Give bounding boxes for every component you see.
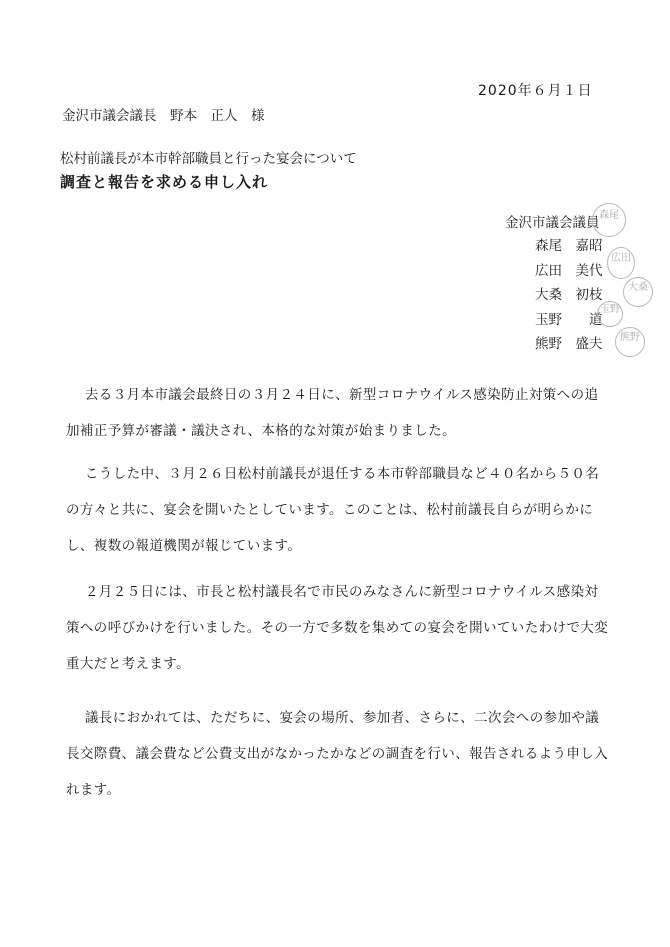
letter-subtitle: 松村前議長が本市幹部職員と行った宴会について bbox=[60, 151, 357, 167]
addressee: 金沢市議会議長 野本 正人 様 bbox=[62, 108, 265, 124]
seal-stamp: 広田 bbox=[607, 247, 635, 279]
signer-name: 広田 美代 bbox=[535, 262, 603, 279]
seal-stamp: 森尾 bbox=[592, 203, 626, 237]
body-paragraph: こうした中、３月２６日松村前議長が退任する本市幹部職員など４０名から５０名の方々と共に、宴会を開いたとしています。このことは、松村前議長自らが明らかにし、複数の報道機関が報じています。 bbox=[66, 466, 600, 554]
body-paragraph: ２月２５日には、市長と松村議長名で市民のみなさんに新型コロナウイルス感染対策への呼びかけを行いました。その一方で多数を集めての宴会を開いていたわけで大変重大だと考えます。 bbox=[66, 584, 609, 672]
body-paragraph: 去る３月本市議会最終日の３月２４日に、新型コロナウイルス感染防止対策への追加補正予算が審議・議決され、本格的な対策が始まりました。 bbox=[66, 387, 599, 439]
signers-group: 金沢市議会議員 bbox=[505, 215, 600, 231]
body-paragraph: 議長におかれては、ただちに、宴会の場所、参加者、さらに、二次会への参加や議長交際費、議会費など公費支出がなかったかなどの調査を行い、報告されるよう申し入れます。 bbox=[66, 710, 609, 798]
signers-block bbox=[505, 211, 603, 357]
seal-stamp: 玉野 bbox=[597, 301, 623, 327]
seal-stamp: 大桑 bbox=[623, 277, 653, 307]
signer-name: 大桑 初枝 bbox=[535, 287, 603, 303]
letter-title: 調査と報告を求める申し入れ bbox=[60, 173, 269, 191]
letter-date: 2020年６月１日 bbox=[478, 83, 593, 99]
signer-name: 熊野 盛夫 bbox=[535, 336, 603, 352]
signer-name: 玉野 道 bbox=[535, 311, 603, 328]
signer-name: 森尾 嘉昭 bbox=[535, 238, 603, 254]
seal-stamp: 熊野 bbox=[615, 327, 645, 357]
seal-stamps bbox=[595, 203, 655, 373]
